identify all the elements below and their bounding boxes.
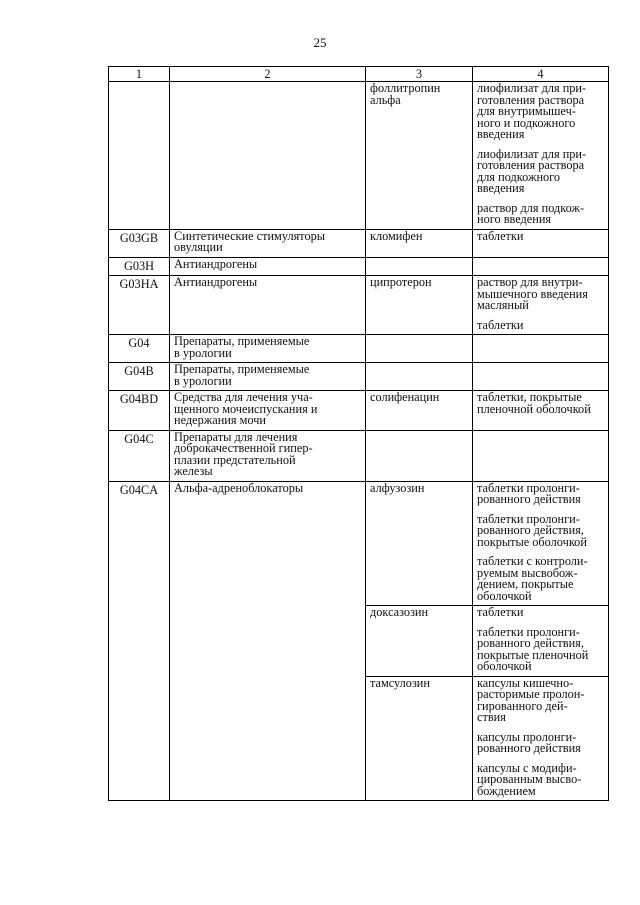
table-row xyxy=(109,335,609,363)
table-row xyxy=(109,481,609,606)
drug-name-cell: алфузозин xyxy=(366,481,473,606)
dosage-form: таблетки xyxy=(477,605,524,619)
atc-code-cell: G04C xyxy=(109,430,170,481)
atc-code-cell: G04B xyxy=(109,363,170,391)
dosage-forms-cell xyxy=(473,363,609,391)
group-name-cell xyxy=(170,82,366,230)
group-name-cell: Альфа-адреноблокаторы xyxy=(170,481,366,801)
drug-name-cell: ципротерон xyxy=(366,276,473,335)
atc-code-cell: G03HA xyxy=(109,276,170,335)
dosage-form: таблетки пролонги- рованного действия, покрытые оболочкой xyxy=(477,511,587,549)
group-name-cell: Антиандрогены xyxy=(170,276,366,335)
atc-code-cell: G04CA xyxy=(109,481,170,801)
dosage-forms-cell xyxy=(473,257,609,276)
dosage-form: таблетки xyxy=(477,228,524,243)
group-name-cell: Средства для лечения уча- щенного мочеиспускания и недержания мочи xyxy=(170,391,366,431)
drug-name-cell xyxy=(366,257,473,276)
atc-code-cell: G04 xyxy=(109,335,170,363)
table-row xyxy=(109,430,609,481)
dosage-form: капсулы пролонги- рованного действия xyxy=(477,729,581,755)
drug-name-cell xyxy=(366,335,473,363)
table-row xyxy=(109,391,609,431)
group-name-cell: Синтетические стимуляторы овуляции xyxy=(170,229,366,257)
dosage-form: таблетки пролонги- рованного действия xyxy=(477,480,581,506)
column-header: 4 xyxy=(473,67,609,82)
table-row xyxy=(109,257,609,276)
table-row xyxy=(109,82,609,230)
atc-code-cell: G03H xyxy=(109,257,170,276)
drug-name-cell: фоллитропин альфа xyxy=(366,82,473,230)
header-row xyxy=(109,67,609,82)
drug-name-cell xyxy=(366,430,473,481)
group-name-cell: Препараты, применяемые в урологии xyxy=(170,363,366,391)
dosage-form: таблетки с контроли- руемым высвобож- дением, покрытые оболочкой xyxy=(477,554,588,603)
atc-code-cell: G03GB xyxy=(109,229,170,257)
dosage-forms-cell xyxy=(473,606,609,677)
dosage-forms-cell xyxy=(473,481,609,606)
dosage-forms-cell xyxy=(473,391,609,431)
drug-name-cell: доксазозин xyxy=(366,606,473,677)
table-row xyxy=(109,229,609,257)
dosage-forms-cell xyxy=(473,335,609,363)
dosage-forms-cell xyxy=(473,430,609,481)
dosage-form: таблетки xyxy=(477,317,524,332)
dosage-form: раствор для подкож- ного введения xyxy=(477,200,585,226)
dosage-form: капсулы кишечно- расторимые пролон- гированного дей- ствия xyxy=(477,675,585,724)
dosage-forms-cell xyxy=(473,82,609,230)
dosage-forms-cell xyxy=(473,276,609,335)
group-name-cell: Препараты для лечения доброкачественной гипер- плазии предстательной железы xyxy=(170,430,366,481)
dosage-form: раствор для внутри- мышечного введения масляный xyxy=(477,275,588,312)
group-name-cell: Антиандрогены xyxy=(170,257,366,276)
dosage-form: капсулы с модифи- цированным высво- бождением xyxy=(477,760,582,798)
drug-name-cell xyxy=(366,363,473,391)
column-header: 2 xyxy=(170,67,366,82)
dosage-form: таблетки пролонги- рованного действия, покрытые пленочной оболочкой xyxy=(477,624,589,673)
dosage-form: лиофилизат для при- готовления раствора для подкожного введения xyxy=(477,146,587,195)
atc-code-cell xyxy=(109,82,170,230)
dosage-form: лиофилизат для при- готовления раствора для внутримышеч- ного и подкожного введения xyxy=(477,81,587,141)
table-row xyxy=(109,363,609,391)
drug-name-cell: тамсулозин xyxy=(366,676,473,801)
dosage-forms-cell xyxy=(473,676,609,801)
table-row xyxy=(109,276,609,335)
column-header: 1 xyxy=(109,67,170,82)
dosage-forms-cell xyxy=(473,229,609,257)
drug-table xyxy=(108,66,609,801)
dosage-form: таблетки, покрытые пленочной оболочкой xyxy=(477,390,591,416)
group-name-cell: Препараты, применяемые в урологии xyxy=(170,335,366,363)
atc-code-cell: G04BD xyxy=(109,391,170,431)
drug-name-cell: солифенацин xyxy=(366,391,473,431)
page-number: 25 xyxy=(313,35,327,50)
drug-name-cell: кломифен xyxy=(366,229,473,257)
column-header: 3 xyxy=(366,67,473,82)
